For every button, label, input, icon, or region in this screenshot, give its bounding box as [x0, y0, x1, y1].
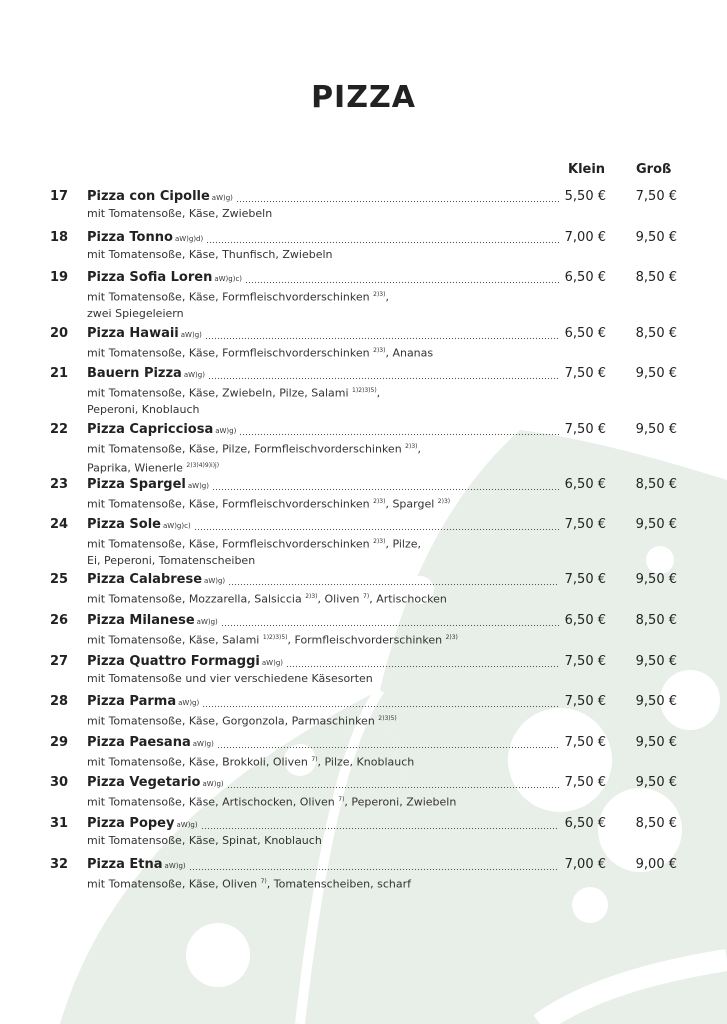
item-description [87, 206, 527, 222]
item-number: 21 [50, 366, 69, 381]
column-header-large: Groß [636, 162, 672, 177]
dot-leader [228, 583, 559, 586]
item-number: 30 [50, 775, 69, 790]
description-line: mit Tomatensoße, Käse, Formfleischvorderschinken $^{2)3)}$, Ananas [87, 346, 434, 360]
description-line: mit Tomatensoße, Käse, Zwiebeln [87, 207, 273, 220]
price-large: 8,50 € [635, 613, 677, 628]
item-name: Pizza Vegetario [87, 775, 201, 790]
item-name: Pizza Tonno [87, 230, 173, 245]
description-line: mit Tomatensoße und vier verschiedene Käsesorten [87, 672, 373, 685]
item-name: Pizza Paesana [87, 735, 191, 750]
description-line: mit Tomatensoße, Käse, Artischocken, Oliven $^{7)}$, Peperoni, Zwiebeln [87, 795, 457, 809]
item-number: 27 [50, 654, 69, 669]
item-title-row [87, 572, 561, 590]
item-number: 26 [50, 613, 69, 628]
dot-leader [194, 528, 559, 531]
price-large: 8,50 € [635, 326, 677, 341]
price-small: 5,50 € [564, 189, 606, 204]
description-line: mit Tomatensoße, Käse, Gorgonzola, Parmaschinken $^{2)3)5)}$ [87, 714, 397, 728]
item-name: Pizza Capricciosa [87, 422, 214, 437]
item-number: 18 [50, 230, 69, 245]
item-description [87, 343, 527, 362]
dot-leader [286, 665, 559, 668]
price-small: 6,50 € [564, 613, 606, 628]
price-small: 7,50 € [564, 366, 606, 381]
description-line: Paprika, Wienerle $^{2)3)4)9)i)j)}$ [87, 461, 220, 475]
item-description [87, 383, 527, 418]
page-title: PIZZA [311, 80, 416, 115]
item-title-row [87, 326, 561, 344]
description-line: mit Tomatensoße, Käse, Formfleischvorderschinken $^{2)3)}$, Pilze, [87, 537, 421, 551]
item-description [87, 287, 527, 322]
item-number: 31 [50, 816, 69, 831]
price-large: 9,50 € [635, 230, 677, 245]
dot-leader [245, 281, 559, 284]
description-line: Ei, Peperoni, Tomatenscheiben [87, 553, 256, 567]
item-description [87, 247, 527, 263]
dot-leader [221, 624, 559, 627]
description-line: mit Tomatensoße, Mozzarella, Salsiccia $^{2)3)}$, Oliven $^{7)}$, Artischocken [87, 592, 447, 606]
item-name: Pizza Popey [87, 816, 175, 831]
price-large: 8,50 € [635, 477, 677, 492]
item-name: Pizza Quattro Formaggi [87, 654, 260, 669]
item-name: Pizza Sole [87, 517, 161, 532]
price-large: 9,50 € [635, 572, 677, 587]
item-description [87, 589, 527, 608]
item-number: 19 [50, 270, 69, 285]
price-small: 7,50 € [564, 517, 606, 532]
item-description [87, 671, 527, 687]
item-allergens: aW)g) [164, 862, 186, 870]
price-small: 7,00 € [564, 857, 606, 872]
item-name: Pizza Etna [87, 857, 163, 872]
description-line: Peperoni, Knoblauch [87, 402, 200, 416]
item-number: 24 [50, 517, 69, 532]
price-large: 9,50 € [635, 694, 677, 709]
item-allergens: aW)g) [211, 194, 233, 202]
price-large: 9,50 € [635, 422, 677, 437]
item-allergens: aW)g) [176, 821, 198, 829]
item-allergens: aW)g) [192, 740, 214, 748]
description-line: mit Tomatensoße, Käse, Zwiebeln, Pilze, Salami $^{1)2)3)5)}$, [87, 386, 381, 400]
price-small: 6,50 € [564, 326, 606, 341]
description-line: zwei Spiegeleiern [87, 306, 184, 320]
price-large: 9,50 € [635, 735, 677, 750]
item-allergens: aW)g) [202, 780, 224, 788]
item-number: 23 [50, 477, 69, 492]
description-line: mit Tomatensoße, Käse, Salami $^{1)2)3)5)}$, Formfleischvorderschinken $^{2)3)}$ [87, 633, 458, 647]
item-name: Bauern Pizza [87, 366, 182, 381]
price-large: 8,50 € [635, 816, 677, 831]
item-title-row [87, 735, 561, 753]
price-large: 9,50 € [635, 654, 677, 669]
item-name: Pizza con Cipolle [87, 189, 210, 204]
price-small: 7,50 € [564, 422, 606, 437]
item-number: 17 [50, 189, 69, 204]
item-name: Pizza Spargel [87, 477, 186, 492]
item-allergens: aW)g) [261, 659, 283, 667]
item-description [87, 494, 527, 513]
dot-leader [201, 827, 559, 830]
item-description [87, 630, 527, 649]
item-allergens: aW)g) [187, 482, 209, 490]
item-allergens: aW)g) [183, 371, 205, 379]
item-title-row [87, 857, 561, 875]
dot-leader [236, 200, 559, 203]
item-name: Pizza Sofia Loren [87, 270, 213, 285]
item-title-row [87, 189, 561, 207]
price-small: 7,50 € [564, 775, 606, 790]
price-large: 9,00 € [635, 857, 677, 872]
price-large: 9,50 € [635, 517, 677, 532]
price-large: 9,50 € [635, 775, 677, 790]
description-line: mit Tomatensoße, Käse, Brokkoli, Oliven $^{7)}$, Pilze, Knoblauch [87, 755, 415, 769]
dot-leader [202, 705, 559, 708]
item-title-row [87, 366, 561, 384]
item-number: 25 [50, 572, 69, 587]
description-line: mit Tomatensoße, Käse, Thunfisch, Zwiebeln [87, 248, 333, 261]
item-title-row [87, 775, 561, 793]
item-name: Pizza Hawaii [87, 326, 179, 341]
price-large: 9,50 € [635, 366, 677, 381]
dot-leader [208, 377, 559, 380]
item-title-row [87, 270, 561, 288]
item-title-row [87, 816, 561, 834]
item-title-row [87, 613, 561, 631]
item-title-row [87, 517, 561, 535]
item-name: Pizza Milanese [87, 613, 195, 628]
price-small: 6,50 € [564, 477, 606, 492]
item-title-row [87, 422, 561, 440]
item-title-row [87, 477, 561, 495]
description-line: mit Tomatensoße, Käse, Pilze, Formfleischvorderschinken $^{2)3)}$, [87, 442, 421, 456]
item-allergens: aW)g)c) [214, 275, 243, 283]
dot-leader [205, 337, 559, 340]
item-description [87, 792, 527, 811]
item-allergens: aW)g)d) [174, 235, 204, 243]
item-title-row [87, 694, 561, 712]
item-allergens: aW)g) [180, 331, 202, 339]
item-title-row [87, 230, 561, 248]
dot-leader [189, 868, 559, 871]
dot-leader [227, 786, 559, 789]
item-description [87, 752, 527, 771]
item-number: 22 [50, 422, 69, 437]
description-line: mit Tomatensoße, Käse, Formfleischvorderschinken $^{2)3)}$, Spargel $^{2)3)}$ [87, 497, 451, 511]
item-description [87, 439, 527, 476]
price-small: 7,50 € [564, 694, 606, 709]
price-small: 7,50 € [564, 654, 606, 669]
item-number: 32 [50, 857, 69, 872]
dot-leader [212, 488, 559, 491]
price-large: 8,50 € [635, 270, 677, 285]
dot-leader [239, 433, 559, 436]
item-name: Pizza Parma [87, 694, 177, 709]
item-description [87, 711, 527, 730]
item-allergens: aW)g) [215, 427, 237, 435]
item-description [87, 874, 527, 893]
item-allergens: aW)g) [196, 618, 218, 626]
dot-leader [217, 746, 559, 749]
item-description [87, 534, 527, 569]
column-header-small: Klein [568, 162, 606, 177]
item-number: 20 [50, 326, 69, 341]
price-small: 7,50 € [564, 572, 606, 587]
description-line: mit Tomatensoße, Käse, Formfleischvorderschinken $^{2)3)}$, [87, 290, 389, 304]
price-small: 7,50 € [564, 735, 606, 750]
description-line: mit Tomatensoße, Käse, Spinat, Knoblauch [87, 834, 322, 847]
item-name: Pizza Calabrese [87, 572, 203, 587]
item-allergens: aW)g) [178, 699, 200, 707]
item-description [87, 833, 527, 849]
item-title-row [87, 654, 561, 672]
item-allergens: aW)g)c) [162, 522, 191, 530]
price-small: 7,00 € [564, 230, 606, 245]
item-allergens: aW)g) [204, 577, 226, 585]
description-line: mit Tomatensoße, Käse, Oliven $^{7)}$, Tomatenscheiben, scharf [87, 877, 412, 891]
dot-leader [206, 241, 559, 244]
price-large: 7,50 € [635, 189, 677, 204]
item-number: 28 [50, 694, 69, 709]
item-number: 29 [50, 735, 69, 750]
price-small: 6,50 € [564, 816, 606, 831]
price-small: 6,50 € [564, 270, 606, 285]
